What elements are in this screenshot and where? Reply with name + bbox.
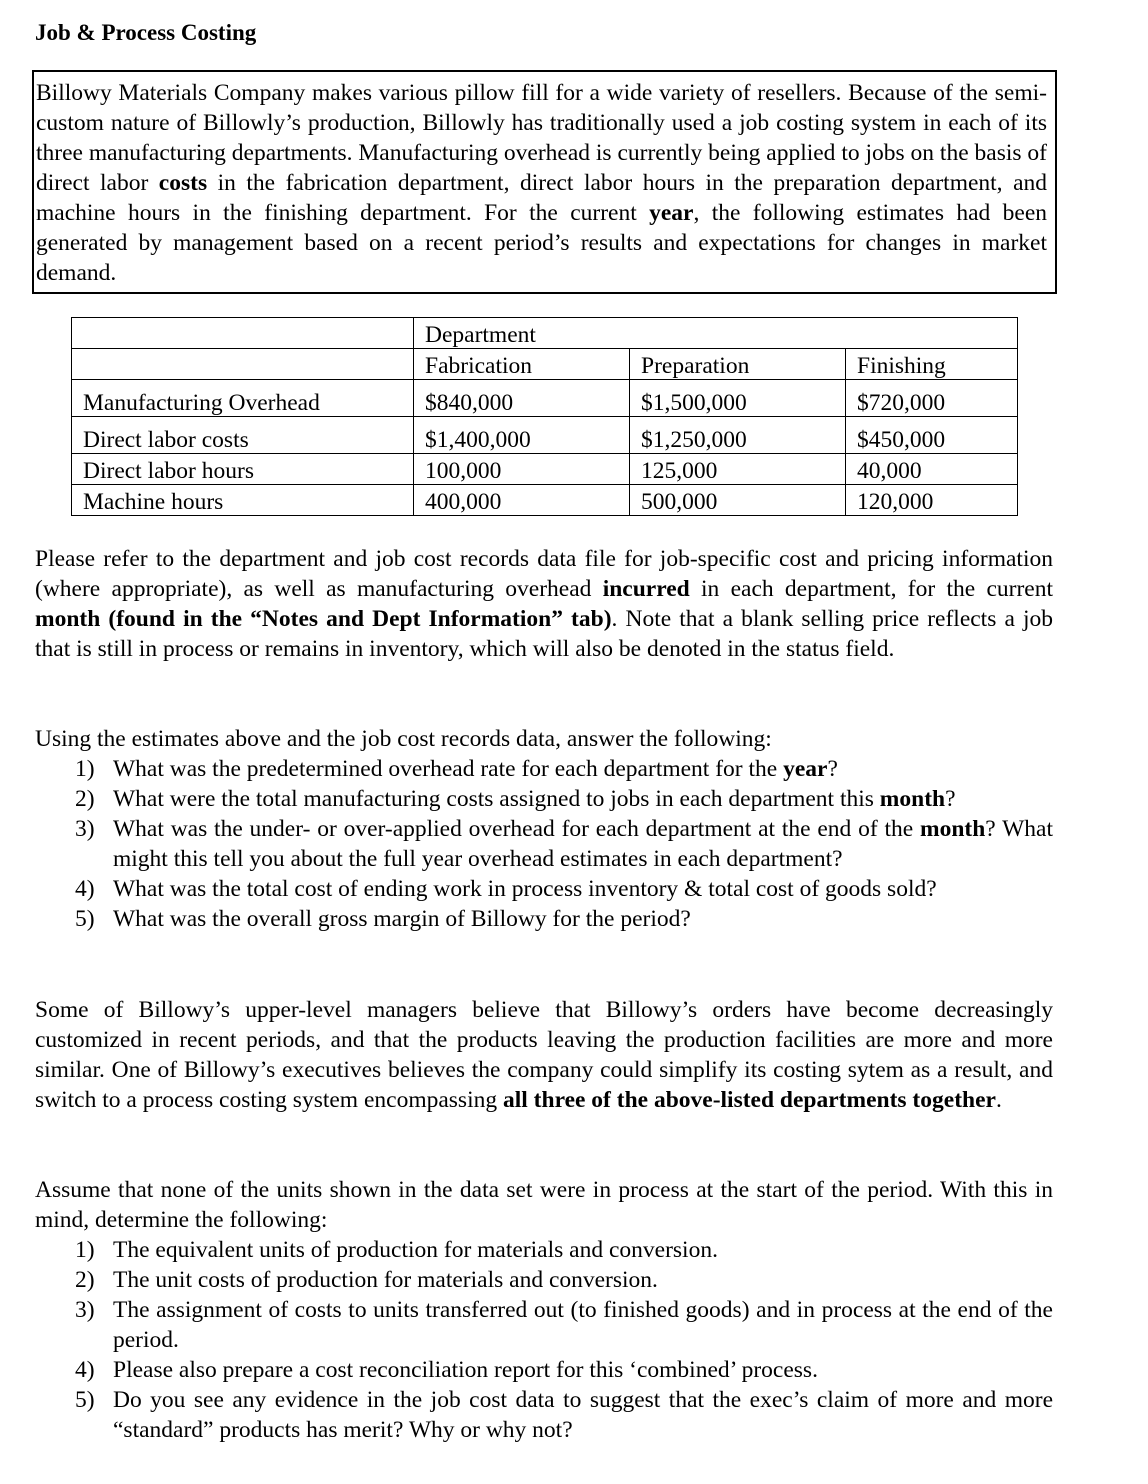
cell: $1,400,000 — [414, 417, 630, 454]
row-label: Direct labor costs — [72, 417, 414, 454]
process-costing-paragraph — [35, 995, 1053, 1115]
process-questions-intro: Assume that none of the units shown in the data set were in process at the start of the period. With this in mind, determine the following: — [35, 1177, 1053, 1233]
column-header: Preparation — [630, 349, 846, 380]
process-costing-questions — [75, 1235, 1053, 1445]
text: Billowy Materials Company makes various pillow fill for a wide variety of resellers. Because of the semi-custom nature of Billowly’s production, Billowly has traditionally used a job costing system in each of its three manufacturing departments. Manufacturing overhead is currently being applied to jobs on the basis of direct labor — [36, 80, 1047, 196]
text: ? What might this tell you about the full year overhead estimates in each department? — [113, 816, 1053, 872]
department-header: Department — [414, 318, 1018, 349]
table-row — [72, 454, 1018, 485]
bold-text: month (found in the “Notes and Dept Information” tab) — [35, 606, 612, 632]
text: What was the under- or over-applied overhead for each department at the end of the — [113, 816, 920, 842]
column-header: Fabrication — [414, 349, 630, 380]
bold-text: month — [920, 816, 986, 842]
text: The unit costs of production for materials and conversion. — [113, 1267, 658, 1293]
item-number: 3) — [75, 1297, 95, 1323]
text: ? — [827, 756, 838, 782]
instructions-paragraph — [35, 544, 1053, 664]
item-number: 2) — [75, 786, 95, 812]
job-costing-questions — [75, 754, 1053, 934]
cell: 40,000 — [846, 454, 1018, 485]
text: ? — [945, 786, 956, 812]
cell: 500,000 — [630, 485, 846, 516]
text: in the fabrication department, direct labor hours in the preparation department, and machine hours in the finishing department. For the current — [36, 170, 1047, 226]
text: What were the total manufacturing costs assigned to jobs in each department this — [113, 786, 880, 812]
list-item — [75, 784, 1053, 814]
cell: $1,250,000 — [630, 417, 846, 454]
text: What was the overall gross margin of Billowy for the period? — [113, 906, 691, 932]
list-item — [75, 754, 1053, 784]
bold-text: costs — [158, 170, 208, 196]
item-number: 5) — [75, 906, 95, 932]
item-number: 4) — [75, 876, 95, 902]
text: What was the predetermined overhead rate for each department for the — [113, 756, 784, 782]
cell: 100,000 — [414, 454, 630, 485]
list-item — [75, 1355, 1053, 1385]
cell: 400,000 — [414, 485, 630, 516]
estimates-table — [71, 317, 1018, 516]
item-number: 2) — [75, 1267, 95, 1293]
cell: 120,000 — [846, 485, 1018, 516]
list-item — [75, 1295, 1053, 1355]
text: . — [995, 1087, 1002, 1113]
list-item — [75, 874, 1053, 904]
list-item — [75, 1235, 1053, 1265]
text: . Note that a blank selling price reflects a job that is still in process or remains in inventory, which will also be denoted in the status field. — [35, 606, 1053, 662]
list-item — [75, 814, 1053, 874]
bold-text: year — [783, 756, 828, 782]
intro-paragraph — [36, 78, 1055, 288]
text: in each department, for the current — [689, 576, 1053, 602]
bold-text: incurred — [602, 576, 690, 602]
column-header: Finishing — [846, 349, 1018, 380]
text: Please also prepare a cost reconciliation report for this ‘combined’ process. — [113, 1357, 818, 1383]
item-number: 3) — [75, 816, 95, 842]
item-number: 5) — [75, 1387, 95, 1413]
text: Do you see any evidence in the job cost data to suggest that the exec’s claim of more and more “standard” products has merit? Why or why not? — [113, 1387, 1053, 1443]
table-header-row — [72, 349, 1018, 380]
table-row — [72, 485, 1018, 516]
intro-box — [32, 70, 1057, 294]
text: What was the total cost of ending work in process inventory & total cost of goods sold? — [113, 876, 937, 902]
text: Some of Billowy’s upper-level managers believe that Billowy’s orders have become decreasingly customized in recent periods, and that the products leaving the production facilities are more and more similar. One of Billowy’s executives believes the company could simplify its costing sytem as a result, and switch to a process costing system encompassing — [35, 997, 1053, 1113]
cell: $1,500,000 — [630, 380, 846, 417]
questions-intro: Using the estimates above and the job cost records data, answer the following: — [35, 726, 772, 752]
cell: 125,000 — [630, 454, 846, 485]
text: The assignment of costs to units transferred out (to finished goods) and in process at the end of the period. — [113, 1297, 1053, 1353]
item-number: 1) — [75, 1237, 95, 1263]
bold-text: year — [649, 200, 694, 226]
text: The equivalent units of production for materials and conversion. — [113, 1237, 718, 1263]
row-label: Direct labor hours — [72, 454, 414, 485]
cell: $720,000 — [846, 380, 1018, 417]
bold-text: month — [879, 786, 946, 812]
empty-cell — [72, 349, 414, 380]
list-item — [75, 1385, 1053, 1445]
table-header-row — [72, 318, 1018, 349]
cell: $840,000 — [414, 380, 630, 417]
empty-cell — [72, 318, 414, 349]
bold-text: all three of the above-listed departments together — [502, 1087, 996, 1113]
text: Please refer to the department and job cost records data file for job-specific cost and pricing information (where appropriate), as well as manufacturing overhead — [35, 546, 1053, 602]
cell: $450,000 — [846, 417, 1018, 454]
list-item — [75, 1265, 1053, 1295]
list-item — [75, 904, 1053, 934]
row-label: Manufacturing Overhead — [72, 380, 414, 417]
document-title: Job & Process Costing — [35, 20, 257, 45]
row-label: Machine hours — [72, 485, 414, 516]
item-number: 1) — [75, 756, 95, 782]
item-number: 4) — [75, 1357, 95, 1383]
table-row — [72, 417, 1018, 454]
table-row — [72, 380, 1018, 417]
text: , the following estimates had been generated by management based on a recent period’s results and expectations for changes in market demand. — [36, 200, 1047, 286]
